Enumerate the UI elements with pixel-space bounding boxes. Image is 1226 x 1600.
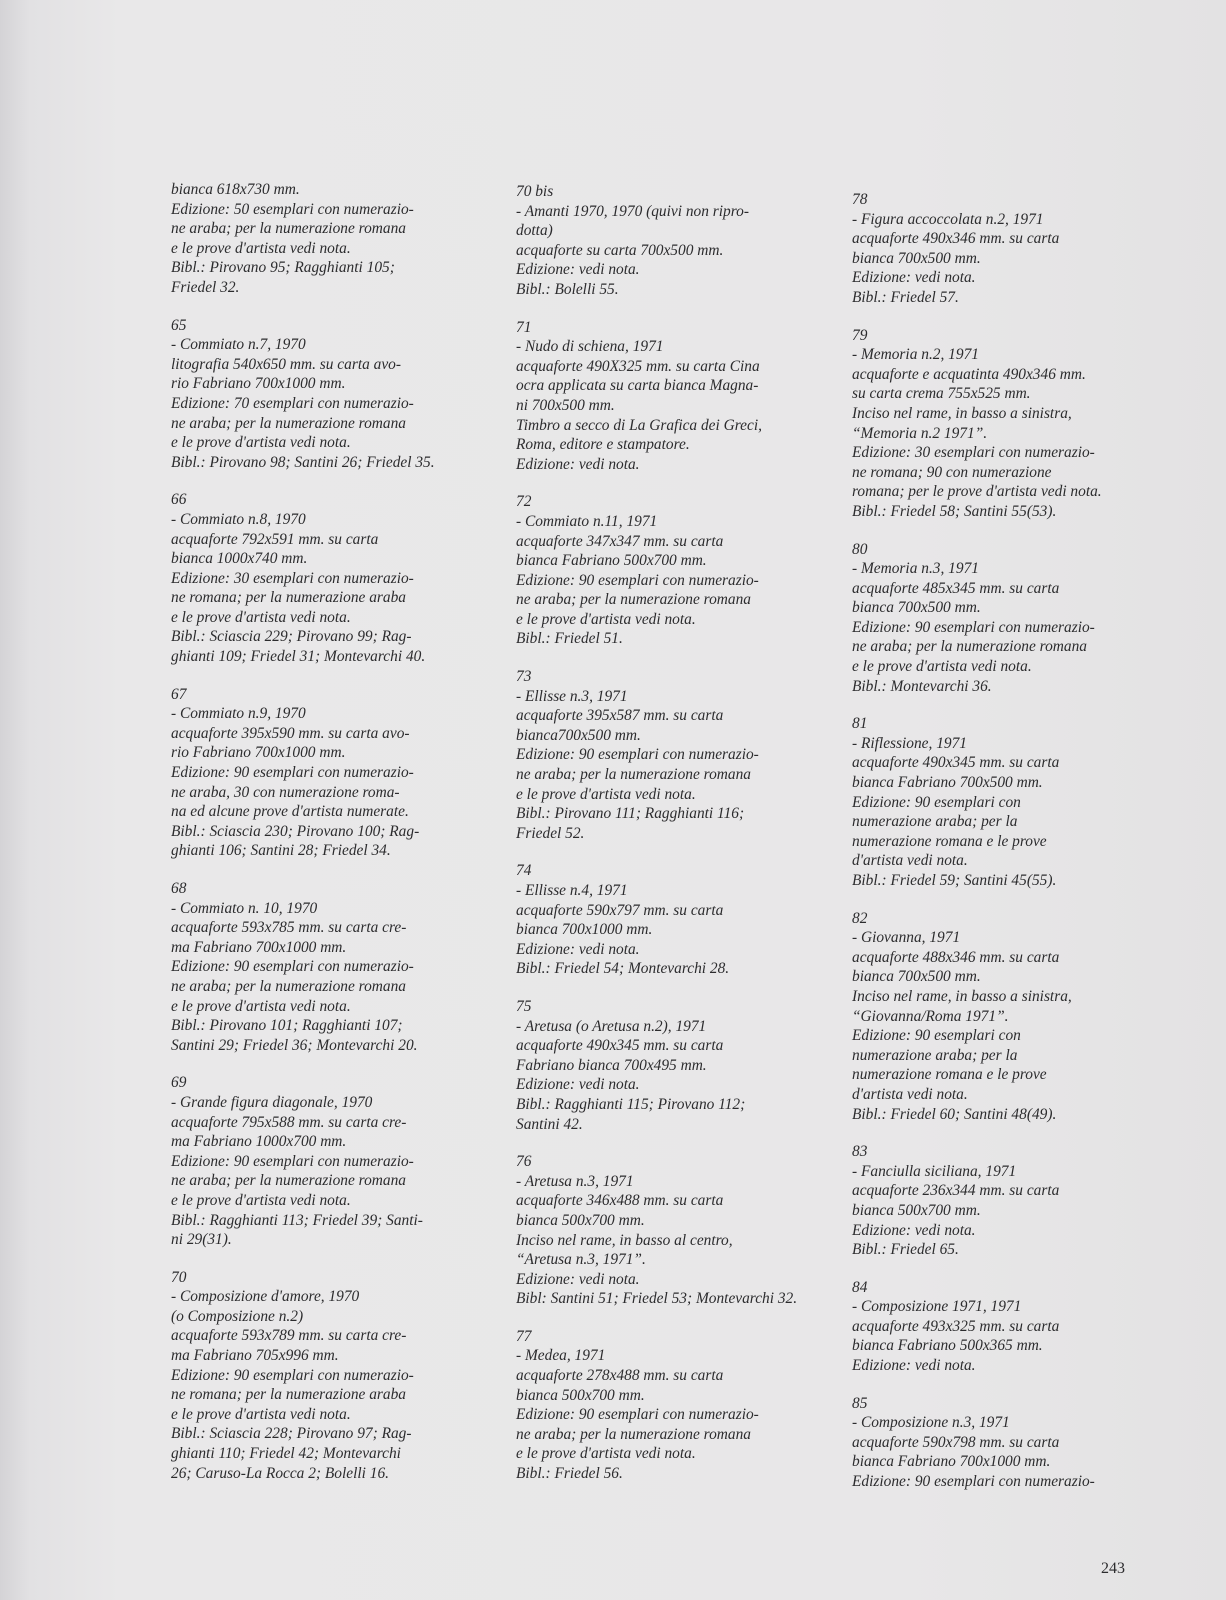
entry-line: - Aretusa (o Aretusa n.2), 1971 (516, 1017, 707, 1035)
catalogue-entry (171, 1268, 471, 1484)
catalogue-entry (516, 997, 816, 1134)
catalogue-entry (852, 1278, 1152, 1376)
entry-line: ghianti 109; Friedel 31; Montevarchi 40. (171, 648, 426, 666)
entry-line: acquaforte 347x347 mm. su carta (516, 532, 724, 550)
catalogue-entry (171, 180, 471, 298)
entry-line: 72 (516, 493, 532, 511)
entry-line: ne romana; 90 con numerazione (852, 463, 1052, 481)
entry-line: Bibl.: Friedel 59; Santini 45(55). (852, 872, 1057, 889)
catalogue-entry (516, 861, 816, 979)
entry-line: 80 (852, 540, 868, 558)
entry-line: ne araba; per la numerazione romana (516, 1425, 751, 1443)
entry-line: 65 (171, 316, 187, 334)
entry-line: - Commiato n. 10, 1970 (171, 899, 318, 917)
entry-line: Bibl.: Friedel 65. (852, 1241, 959, 1259)
entry-line: Edizione: vedi nota. (516, 455, 640, 473)
entry-line: Edizione: vedi nota. (852, 1221, 976, 1239)
entry-line: Edizione: 90 esemplari con (852, 793, 1021, 811)
entry-line: Bibl.: Bolelli 55. (516, 280, 619, 298)
entry-line: bianca 700x1000 mm. (516, 921, 653, 939)
entry-line: Bibl.: Pirovano 95; Ragghianti 105; (171, 259, 395, 277)
entry-line: e le prove d'artista vedi nota. (171, 997, 351, 1015)
entry-line: e le prove d'artista vedi nota. (516, 610, 696, 628)
entry-line: “Giovanna/Roma 1971”. (852, 1007, 1009, 1025)
entry-line: - Ellisse n.3, 1971 (516, 687, 628, 705)
entry-line: “Memoria n.2 1971”. (852, 424, 988, 442)
entry-line: na ed alcune prove d'artista numerate. (171, 803, 409, 821)
entry-line: ne romana; per la numerazione araba (171, 589, 406, 607)
entry-line: - Ellisse n.4, 1971 (516, 882, 628, 899)
catalogue-entry (516, 1327, 816, 1484)
entry-line: 73 (516, 668, 532, 686)
catalogue-entry (516, 667, 816, 843)
entry-line: Edizione: 30 esemplari con numerazio- (852, 444, 1095, 462)
entry-line: rio Fabriano 700x1000 mm. (171, 744, 346, 762)
entry-line: Edizione: 90 esemplari con numerazio- (516, 571, 759, 589)
entry-line: Edizione: 90 esemplari con numerazio- (171, 958, 414, 976)
entry-line: Edizione: 90 esemplari con numerazio- (171, 1366, 414, 1384)
entry-line: Bibl.: Pirovano 101; Ragghianti 107; (171, 1017, 403, 1035)
entry-line: bianca Fabriano 500x365 mm. (852, 1337, 1043, 1355)
entry-line: Edizione: 90 esemplari con numerazio- (516, 1406, 759, 1424)
entry-line: - Commiato n.9, 1970 (171, 705, 306, 723)
entry-line: 79 (852, 326, 868, 344)
entry-line: Santini 29; Friedel 36; Montevarchi 20. (171, 1036, 418, 1054)
entry-line: ne araba; per la numerazione romana (516, 766, 751, 784)
entry-line: romana; per le prove d'artista vedi nota. (852, 483, 1102, 501)
entry-line: - Medea, 1971 (516, 1347, 606, 1365)
entry-line: e le prove d'artista vedi nota. (171, 239, 351, 257)
entry-line: Bibl.: Friedel 58; Santini 55(53). (852, 502, 1057, 520)
entry-line: ne romana; per la numerazione araba (171, 1386, 406, 1404)
entry-line: Inciso nel rame, in basso a sinistra, (852, 987, 1072, 1005)
entry-line: rio Fabriano 700x1000 mm. (171, 375, 346, 393)
entry-line: Edizione: 30 esemplari con numerazio- (171, 569, 414, 587)
entry-line: Edizione: 90 esemplari con numerazio- (516, 746, 759, 764)
entry-line: Fabriano bianca 700x495 mm. (516, 1056, 707, 1074)
entry-line: bianca 618x730 mm. (171, 181, 300, 198)
entry-line: 82 (852, 909, 868, 927)
entry-line: 77 (516, 1327, 532, 1345)
entry-line: acquaforte 490x345 mm. su carta (516, 1037, 724, 1055)
entry-line: numerazione araba; per la (852, 1046, 1018, 1064)
entry-line: Bibl.: Friedel 57. (852, 288, 959, 306)
entry-line: 68 (171, 880, 187, 897)
entry-line: 76 (516, 1153, 532, 1171)
entry-line: Bibl.: Friedel 60; Santini 48(49). (852, 1105, 1057, 1123)
entry-line: Roma, editore e stampatore. (516, 436, 690, 454)
entry-line: bianca 700x500 mm. (852, 249, 981, 267)
catalogue-entry (171, 879, 471, 1055)
entry-line: Inciso nel rame, in basso a sinistra, (852, 404, 1072, 422)
entry-line: Edizione: vedi nota. (516, 1076, 640, 1094)
entry-line: Bibl.: Sciascia 229; Pirovano 99; Rag- (171, 628, 412, 646)
entry-line: bianca Fabriano 700x1000 mm. (852, 1453, 1051, 1471)
entry-line: Bibl.: Sciascia 230; Pirovano 100; Rag- (171, 822, 420, 840)
entry-line: Edizione: vedi nota. (516, 1270, 640, 1288)
entry-line: 84 (852, 1278, 868, 1296)
entry-line: Edizione: 90 esemplari con numerazio- (852, 618, 1095, 636)
entry-line: ne araba; per la numerazione romana (852, 638, 1087, 656)
entry-line: Bibl.: Friedel 54; Montevarchi 28. (516, 960, 730, 978)
catalogue-entry (516, 182, 816, 300)
column-left (171, 180, 471, 1501)
entry-line: - Grande figura diagonale, 1970 (171, 1093, 373, 1111)
entry-line: Bibl.: Ragghianti 113; Friedel 39; Santi- (171, 1211, 423, 1229)
entry-line: Bibl.: Sciascia 228; Pirovano 97; Rag- (171, 1425, 412, 1443)
entry-line: e le prove d'artista vedi nota. (171, 608, 351, 626)
entry-line: 75 (516, 997, 532, 1015)
entry-line: Timbro a secco di La Grafica dei Greci, (516, 416, 762, 434)
entry-line: acquaforte 278x488 mm. su carta (516, 1367, 724, 1385)
entry-line: d'artista vedi nota. (852, 1085, 968, 1103)
entry-line: 69 (171, 1074, 187, 1092)
entry-line: ne araba; per la numerazione romana (171, 220, 406, 238)
entry-line: Edizione: vedi nota. (516, 940, 640, 958)
catalogue-entry (852, 714, 1152, 890)
entry-line: Edizione: vedi nota. (852, 1357, 976, 1375)
entry-line: 71 (516, 318, 532, 336)
catalogue-entry (852, 1142, 1152, 1260)
entry-line: e le prove d'artista vedi nota. (171, 1191, 351, 1209)
entry-line: acquaforte 593x789 mm. su carta cre- (171, 1327, 407, 1345)
entry-line: 67 (171, 685, 187, 703)
entry-line: ne araba; per la numerazione romana (171, 1172, 406, 1190)
entry-line: acquaforte 593x785 mm. su carta cre- (171, 919, 407, 937)
catalogue-entry (171, 316, 471, 473)
entry-line: 81 (852, 715, 868, 733)
entry-line: - Memoria n.2, 1971 (852, 346, 979, 364)
entry-line: acquaforte 490x346 mm. su carta (852, 230, 1060, 248)
entry-line: 70 (171, 1268, 187, 1286)
entry-line: - Commiato n.8, 1970 (171, 510, 306, 528)
entry-line: Bibl.: Ragghianti 115; Pirovano 112; (516, 1095, 746, 1113)
catalogue-entry (516, 1152, 816, 1309)
entry-line: Edizione: 90 esemplari con numerazio- (852, 1473, 1095, 1491)
catalogue-entry (852, 909, 1152, 1125)
entry-line: Bibl.: Pirovano 98; Santini 26; Friedel 35. (171, 453, 435, 471)
entry-line: 26; Caruso-La Rocca 2; Bolelli 16. (171, 1464, 390, 1482)
entry-line: - Commiato n.7, 1970 (171, 336, 306, 354)
entry-line: acquaforte 490X325 mm. su carta Cina (516, 357, 760, 375)
entry-line: bianca700x500 mm. (516, 726, 641, 744)
entry-line: acquaforte 493x325 mm. su carta (852, 1317, 1060, 1335)
entry-line: numerazione araba; per la (852, 813, 1018, 831)
entry-line: Edizione: 90 esemplari con (852, 1027, 1021, 1045)
entry-line: e le prove d'artista vedi nota. (516, 785, 696, 803)
entry-line: Santini 42. (516, 1115, 583, 1133)
entry-line: ne araba; per la numerazione romana (516, 591, 751, 609)
entry-line: bianca 700x500 mm. (852, 968, 981, 986)
catalogue-entry (852, 326, 1152, 522)
entry-line: ghianti 106; Santini 28; Friedel 34. (171, 842, 391, 860)
entry-line: bianca Fabriano 500x700 mm. (516, 552, 707, 570)
entry-line: Edizione: 50 esemplari con numerazio- (171, 200, 414, 218)
entry-line: numerazione romana e le prove (852, 1066, 1047, 1084)
entry-line: acquaforte 792x591 mm. su carta (171, 530, 379, 548)
catalogue-entry (516, 318, 816, 475)
entry-line: dotta) (516, 222, 553, 240)
entry-line: ni 29(31). (171, 1231, 232, 1249)
entry-line: - Composizione d'amore, 1970 (171, 1288, 360, 1306)
entry-line: e le prove d'artista vedi nota. (852, 658, 1032, 676)
entry-line: su carta crema 755x525 mm. (852, 385, 1031, 403)
entry-line: Bibl.: Montevarchi 36. (852, 677, 992, 695)
entry-line: bianca Fabriano 700x500 mm. (852, 774, 1043, 792)
entry-line: Bibl: Santini 51; Friedel 53; Montevarchi 32. (516, 1290, 798, 1308)
entry-line: - Giovanna, 1971 (852, 929, 961, 947)
entry-line: acquaforte 236x344 mm. su carta (852, 1182, 1060, 1200)
entry-line: acquaforte 346x488 mm. su carta (516, 1192, 724, 1210)
entry-line: Friedel 52. (516, 824, 585, 842)
entry-line: 66 (171, 491, 187, 509)
entry-line: acquaforte 488x346 mm. su carta (852, 948, 1060, 966)
catalogue-entry (171, 685, 471, 861)
entry-line: ne araba, 30 con numerazione roma- (171, 783, 400, 801)
entry-line: Bibl.: Friedel 51. (516, 630, 623, 648)
entry-line: acquaforte su carta 700x500 mm. (516, 241, 724, 259)
entry-line: - Fanciulla siciliana, 1971 (852, 1162, 1017, 1180)
entry-line: - Composizione n.3, 1971 (852, 1414, 1010, 1432)
entry-line: Edizione: vedi nota. (852, 269, 976, 287)
entry-line: Bibl.: Friedel 56. (516, 1465, 623, 1483)
entry-line: Friedel 32. (171, 278, 240, 296)
entry-line: - Riflessione, 1971 (852, 734, 967, 752)
page-number: 243 (1101, 1560, 1125, 1577)
entry-line: ne araba; per la numerazione romana (171, 977, 406, 995)
catalogue-entry (171, 1073, 471, 1249)
entry-line: acquaforte 590x797 mm. su carta (516, 901, 724, 919)
catalogue-entry (852, 540, 1152, 697)
column-right (852, 190, 1152, 1510)
entry-line: acquaforte 395x590 mm. su carta avo- (171, 724, 410, 742)
entry-line: ni 700x500 mm. (516, 396, 615, 414)
catalogue-entry (171, 490, 471, 666)
entry-line: 83 (852, 1143, 868, 1161)
catalogue-entry (852, 190, 1152, 308)
entry-line: bianca 1000x740 mm. (171, 550, 308, 568)
entry-line: ocra applicata su carta bianca Magna- (516, 377, 759, 395)
entry-line: acquaforte 395x587 mm. su carta (516, 707, 724, 725)
entry-line: bianca 500x700 mm. (516, 1211, 645, 1229)
entry-line: - Amanti 1970, 1970 (quivi non ripro- (516, 202, 749, 220)
entry-line: - Commiato n.11, 1971 (516, 512, 658, 530)
entry-line: acquaforte 590x798 mm. su carta (852, 1433, 1060, 1451)
catalogue-entry (516, 492, 816, 649)
entry-line: bianca 500x700 mm. (852, 1201, 981, 1219)
entry-line: Edizione: vedi nota. (516, 261, 640, 279)
entry-line: litografia 540x650 mm. su carta avo- (171, 355, 401, 373)
entry-line: 70 bis (516, 183, 554, 200)
entry-line: - Composizione 1971, 1971 (852, 1298, 1022, 1316)
entry-line: 85 (852, 1394, 868, 1412)
entry-line: Inciso nel rame, in basso al centro, (516, 1231, 733, 1249)
entry-line: - Aretusa n.3, 1971 (516, 1172, 634, 1190)
entry-line: numerazione romana e le prove (852, 832, 1047, 850)
entry-line: (o Composizione n.2) (171, 1307, 304, 1325)
entry-line: Edizione: 90 esemplari con numerazio- (171, 1152, 414, 1170)
entry-line: ne araba; per la numerazione romana (171, 414, 406, 432)
entry-line: “Aretusa n.3, 1971”. (516, 1251, 646, 1269)
entry-line: e le prove d'artista vedi nota. (171, 1405, 351, 1423)
entry-line: 74 (516, 862, 532, 880)
entry-line: acquaforte 485x345 mm. su carta (852, 579, 1060, 597)
entry-line: - Nudo di schiena, 1971 (516, 338, 664, 356)
entry-line: bianca 700x500 mm. (852, 599, 981, 617)
entry-line: e le prove d'artista vedi nota. (171, 434, 351, 452)
entry-line: 78 (852, 191, 868, 208)
entry-line: acquaforte e acquatinta 490x346 mm. (852, 365, 1086, 383)
entry-line: ma Fabriano 700x1000 mm. (171, 938, 347, 956)
entry-line: ghianti 110; Friedel 42; Montevarchi (171, 1445, 401, 1463)
entry-line: Edizione: 70 esemplari con numerazio- (171, 394, 414, 412)
entry-line: bianca 500x700 mm. (516, 1386, 645, 1404)
entry-line: Edizione: 90 esemplari con numerazio- (171, 764, 414, 782)
entry-line: - Figura accoccolata n.2, 1971 (852, 210, 1044, 228)
entry-line: - Memoria n.3, 1971 (852, 560, 979, 578)
entry-line: d'artista vedi nota. (852, 852, 968, 870)
entry-line: ma Fabriano 705x996 mm. (171, 1347, 339, 1365)
entry-line: e le prove d'artista vedi nota. (516, 1445, 696, 1463)
entry-line: acquaforte 795x588 mm. su carta cre- (171, 1113, 407, 1131)
entry-line: ma Fabriano 1000x700 mm. (171, 1133, 347, 1151)
catalogue-entry (852, 1394, 1152, 1492)
entry-line: acquaforte 490x345 mm. su carta (852, 754, 1060, 772)
entry-line: Bibl.: Pirovano 111; Ragghianti 116; (516, 805, 745, 823)
column-middle (516, 182, 816, 1502)
